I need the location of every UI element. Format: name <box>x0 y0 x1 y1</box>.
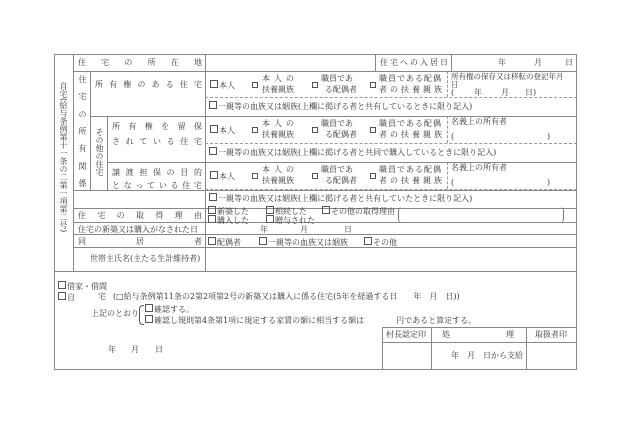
checkbox-icon[interactable] <box>209 101 217 109</box>
divider <box>54 271 577 272</box>
move-in-date-field[interactable]: 年 月 日 <box>498 58 573 67</box>
divider <box>107 116 108 190</box>
registration-date-field[interactable]: 所有権の保存又は移転の登記年月 日 ( 年 月 日) <box>451 72 564 97</box>
option-inherited[interactable]: 相続した <box>266 206 307 217</box>
new-build-date-field[interactable]: 年 月 日 <box>260 225 352 234</box>
checkbox-icon[interactable] <box>145 304 153 312</box>
payment-from: 年 月 日から支給 <box>451 351 523 360</box>
checkbox-icon[interactable] <box>209 147 217 155</box>
cohabitant-label: 同 居 者 <box>78 237 202 246</box>
checkbox-icon[interactable] <box>259 237 267 245</box>
nominal-owner-field[interactable]: 名義上の所有者 ( ) <box>451 117 551 141</box>
cohabitant-other-option[interactable]: その他 <box>364 237 397 248</box>
divider <box>447 71 448 97</box>
checkbox-icon[interactable] <box>58 292 66 300</box>
checkbox-icon[interactable] <box>252 82 258 88</box>
as-above-label: 上記のとおり <box>91 309 139 318</box>
own-home-label-2: 宅 <box>98 292 106 301</box>
handler-seal-box[interactable] <box>527 343 576 369</box>
address-label: 住 宅 の 所 在 地 <box>78 58 202 67</box>
move-in-label: 住 宅 へ の 入 居 日 <box>380 58 448 67</box>
collateral-label-2: と な っ て い る 住 宅 <box>112 181 202 190</box>
owned-relative-option[interactable]: 一親等の血族又は姻族(上欄に掲げる者と共有しているときに限り記入) <box>209 101 472 112</box>
nominal-owner-field-2[interactable]: 名義上の所有者 ( ) <box>451 163 551 187</box>
acquisition-label: 住 宅 の 取 得 理 由 <box>78 211 202 220</box>
side-label: 自宅(給与条例第十一条の二第一項第二号) <box>59 82 68 233</box>
address-input[interactable] <box>206 55 374 70</box>
checkbox-icon[interactable] <box>370 173 376 179</box>
checkbox-icon[interactable] <box>266 215 274 223</box>
divider <box>90 71 91 190</box>
option-self[interactable]: 本人 <box>210 125 235 136</box>
householder-label: 世帯主氏名(主たる生計維持者) <box>90 254 201 263</box>
mayor-seal-box[interactable] <box>383 343 430 369</box>
process-label-2: 理 <box>506 330 514 339</box>
reserved-label-2: さ れ て い る 住 宅 <box>112 137 202 146</box>
brace-icon <box>139 305 144 325</box>
confirmation-date[interactable]: 年 月 日 <box>108 345 163 354</box>
householder-input[interactable] <box>206 248 576 270</box>
process-label-1: 処 <box>442 330 450 339</box>
ownership-group-label: 住 宅 の 所 有 関 係 <box>78 75 87 187</box>
reserved-label-1: 所 有 権 を 留 保 <box>112 122 202 131</box>
checkbox-icon[interactable] <box>266 206 274 214</box>
checkbox-icon[interactable] <box>145 315 153 323</box>
checkbox-icon[interactable] <box>252 127 258 133</box>
divider <box>205 143 577 144</box>
owner-options-owned: 本人 本人の 扶養親族 職員であ る配偶者 職員である配偶 者の扶養親族 <box>206 72 446 97</box>
divider <box>73 54 74 271</box>
mayor-seal-label: 村長認定印 <box>386 330 426 339</box>
reserved-relative-option[interactable]: 一親等の血族又は姻族(上欄に掲げる者と共同で購入しているときに限り記入) <box>209 147 496 158</box>
other-reason-input[interactable] <box>398 207 564 223</box>
divider <box>447 162 448 189</box>
own-home-detail: (□給与条例第11条の2第2項第2号の新築又は購入に係る住宅(5年を経過する日 年 月 日)) <box>113 292 460 301</box>
other-house-label: その他の住宅 <box>95 128 104 176</box>
option-purchased[interactable]: 購入した <box>208 215 249 226</box>
checkbox-icon[interactable] <box>208 237 216 245</box>
owner-options-collateral: 本人 本人の 扶養親族 職員であ る配偶者 職員である配偶 者の扶養親族 <box>206 163 446 189</box>
own-home-option[interactable]: 自 <box>58 292 75 303</box>
confirm-option[interactable]: 確認する。 <box>145 304 194 315</box>
checkbox-icon[interactable] <box>210 171 218 179</box>
option-self[interactable]: 本人 <box>210 80 235 91</box>
owned-house-label: 所 有 権 の あ る 住 宅 <box>95 80 202 89</box>
collateral-relative-option[interactable]: 一親等の血族又は姻族(上欄に掲げる者と共有していたときに限り記入) <box>209 193 472 204</box>
checkbox-icon[interactable] <box>364 237 372 245</box>
checkbox-icon[interactable] <box>209 193 217 201</box>
handler-seal-label: 取扱者印 <box>535 330 567 339</box>
option-new-build[interactable]: 新築した <box>208 206 249 217</box>
option-gifted[interactable]: 贈与された <box>266 215 315 226</box>
divider <box>447 116 448 143</box>
owner-options-reserved: 本人 本人の 扶養親族 職員であ る配偶者 職員である配偶 者の扶養親族 <box>206 117 446 143</box>
checkbox-icon[interactable] <box>210 125 218 133</box>
checkbox-icon[interactable] <box>322 206 330 214</box>
divider <box>375 54 376 71</box>
cohabitant-relative-option[interactable]: 一親等の血族又は姻族 <box>259 237 348 248</box>
checkbox-icon[interactable] <box>370 127 376 133</box>
checkbox-icon[interactable] <box>208 215 216 223</box>
confirm-compute-option[interactable]: 確認し規則第4条第1項に規定する家賃の額に相当する額は 円であると算定する。 <box>145 315 476 326</box>
checkbox-icon[interactable] <box>312 82 318 88</box>
divider <box>205 97 577 98</box>
collateral-label-1: 譲 渡 担 保 の 目 的 <box>112 168 202 177</box>
checkbox-icon[interactable] <box>252 173 258 179</box>
checkbox-icon[interactable] <box>208 206 216 214</box>
checkbox-icon[interactable] <box>312 127 318 133</box>
checkbox-icon[interactable] <box>58 281 66 289</box>
cohabitant-spouse-option[interactable]: 配偶者 <box>208 237 241 248</box>
option-self[interactable]: 本人 <box>210 171 235 182</box>
checkbox-icon[interactable] <box>312 173 318 179</box>
checkbox-icon[interactable] <box>210 80 218 88</box>
checkbox-icon[interactable] <box>370 82 376 88</box>
rented-option[interactable]: 借家・借間 <box>58 281 107 292</box>
new-build-date-label: 住宅の新築又は購入がなされた日 <box>78 225 198 234</box>
option-other-reason[interactable]: その他の取得理由 <box>322 206 395 217</box>
divider <box>431 327 432 370</box>
